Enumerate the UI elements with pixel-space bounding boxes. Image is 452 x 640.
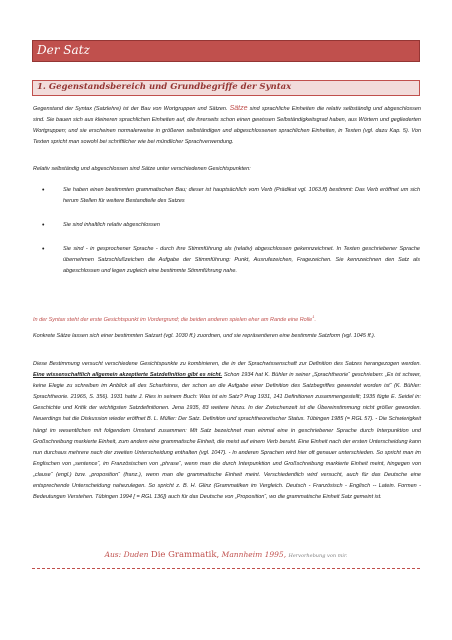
list-item: • Sie sind inhaltlich relativ abgeschlossen (42, 220, 420, 231)
source-title: Die Grammatik, (150, 550, 220, 560)
paragraph-definition-discussion (33, 359, 421, 503)
list-item: • Sie sind - in gesprochener Sprache - durch ihre Stimmführung als (relativ) abgeschlossen gekennzeichnet. In Texten geschriebener Sprache übernehmen Satzschlußzeichen die Aufgabe der Stimmführung: Punkt, Ausrufezeichen, Fragezeichen. Sie kennzeichnen den Satz als abgeschlossen und legen zugleich eine bestimmte Stimmführung nahe. (42, 244, 420, 277)
paragraph-sentence-types: Konkrete Sätze lassen sich einer bestimmten Satzart (vgl. 1030 ff.) zuordnen, und sie repräsentieren eine bestimmte Satzform (vgl. 1045 ff.). (33, 333, 376, 339)
paragraph-syntax-focus (33, 311, 421, 326)
section-heading: 1. Gegenstandsbereich und Grundbegriffe der Syntax (37, 82, 292, 92)
paragraph-text: In der Syntax steht der erste Gesichtspunkt im Vordergrund; die beiden anderen spielen eher am Rande eine Rolle (33, 316, 313, 323)
page-title: Der Satz (37, 43, 90, 57)
source-note: Hervorhebung von mir. (288, 553, 348, 559)
paragraph-viewpoints-intro: Relativ selbständig und abgeschlossen sind Sätze unter verschiedenen Gesichtspunkten: (33, 166, 251, 172)
emphasized-sentence: Eine wissenschaftlich allgemein akzeptierte Satzdefinition gibt es nicht. (33, 372, 223, 379)
title-banner (32, 40, 420, 62)
highlighted-term: Sätze (229, 105, 248, 112)
divider-line (32, 568, 420, 569)
paragraph-syntax-definition (33, 103, 421, 148)
section-heading-box (32, 80, 420, 96)
source-prefix: Aus: Duden (104, 550, 151, 559)
paragraph-text: Gegenstand der Syntax (Satzlehre) ist der Bau von Wortgruppen und Sätzen. (33, 106, 230, 112)
footnote-marker: 1 (312, 314, 315, 319)
paragraph-text: sind sprachliche Einheiten die relativ selbständig und abgeschlossen sind. Sie bauen sich aus kleineren sprachlichen Einheiten auf, die ihrerseits schon einen gewissen Selbständigkeitsgrad haben, aus Wörtern und gegliederten Wortgruppen; und sie erscheinen normalerweise in größeren selbständigen und abgeschlossenen sprachlichen Einheiten, in Texten (vgl. dazu Kap. 5). Von Texten spricht man sowohl bei schriftlicher wie bei mündlicher Sprachverwendung. (33, 106, 421, 146)
source-citation (0, 550, 452, 560)
paragraph-text: Diese Bestimmung versucht verschiedene Gesichtspunkte zu kombinieren, die in der Sprachwissenschaft zur Definition des Satzes herangezogen werden. (33, 361, 421, 367)
paragraph-text: . (314, 316, 317, 323)
paragraph-text: Schon 1934 hat K. Bühler in seiner „Sprachtheorie“ geschrieben: „Es ist schwer, keine Elegie zu schreiben im Anblick all des Scharfsinns, der schon an die Aufgabe einer Definition des Satzbegriffes gewendet worden ist“ (K. Bühler: Sprachtheorie. 21965, S. 356). 1931 hatte J. Ries in seinem Buch: Was ist ein Satz? Prag 1931, 141 Definitionen zusammengestellt; 1935 fügte E. Seidel in: Geschichte und Kritik der wichtigsten Satzdefinitionen. Jena 1935, 83 weitere hinzu. In der Zwischenzeit ist die Übereinstimmung nicht größer geworden. Neuerdings hat die Diskussion wieder eröffnet B. L. Müller: Der Satz. Definition und sprachtheoretischer Status. Tübingen 1985 (= RGL 57). - Die Schwierigkeit hängt im wesentlichen mit folgendem Umstand zusammen: Mit Satz bezeichnet man einmal eine in geschriebener Sprache durch Interpunktion und Großschreibung markierte Einheit, zum andern eine grammatische Einheit, die meist auf einem Verb beruht. Eine Einheit nach der ersten Unterscheidung kann nun durchaus mehrere nach der zweiten Unterscheidung enthalten (vgl. 1047). - In anderen Sprachen wird hier oft genauer unterschieden. So spricht man im Englischen von „sentence“, im Französischen von „phrase“, wenn man die durch Interpunktion und Großschreibung markierte Einheit meint, hingegen von „clause“ (engl.) bzw. „proposition“ (franz.), wenn man die grammatische Einheit meint. Verschiedentlich wird versucht, auch für das Deutsche eine entsprechende Unterscheidung nahezulegen. So spricht z. B. H. Glinz (Grammatiken im Vergleich. Deutsch - Französisch - Englisch -- Latein. Formen - Bedeutungen Verstehen. Tübingen 1994 [ = RGL 136]) auch für das Deutsche von „Proposition“, wo die grammatische Einheit Satz gemeint ist. (33, 372, 421, 501)
list-item: • Sie haben einen bestimmten grammatischen Bau; dieser ist hauptsächlich vom Verb (Prädikat vgl. 1063.ff) bestimmt: Das Verb eröffnet um sich herum Stellen für weitere Bestandteile des Satzes (42, 185, 420, 207)
viewpoints-list (42, 185, 420, 291)
source-suffix: Mannheim 1995, (219, 550, 289, 559)
